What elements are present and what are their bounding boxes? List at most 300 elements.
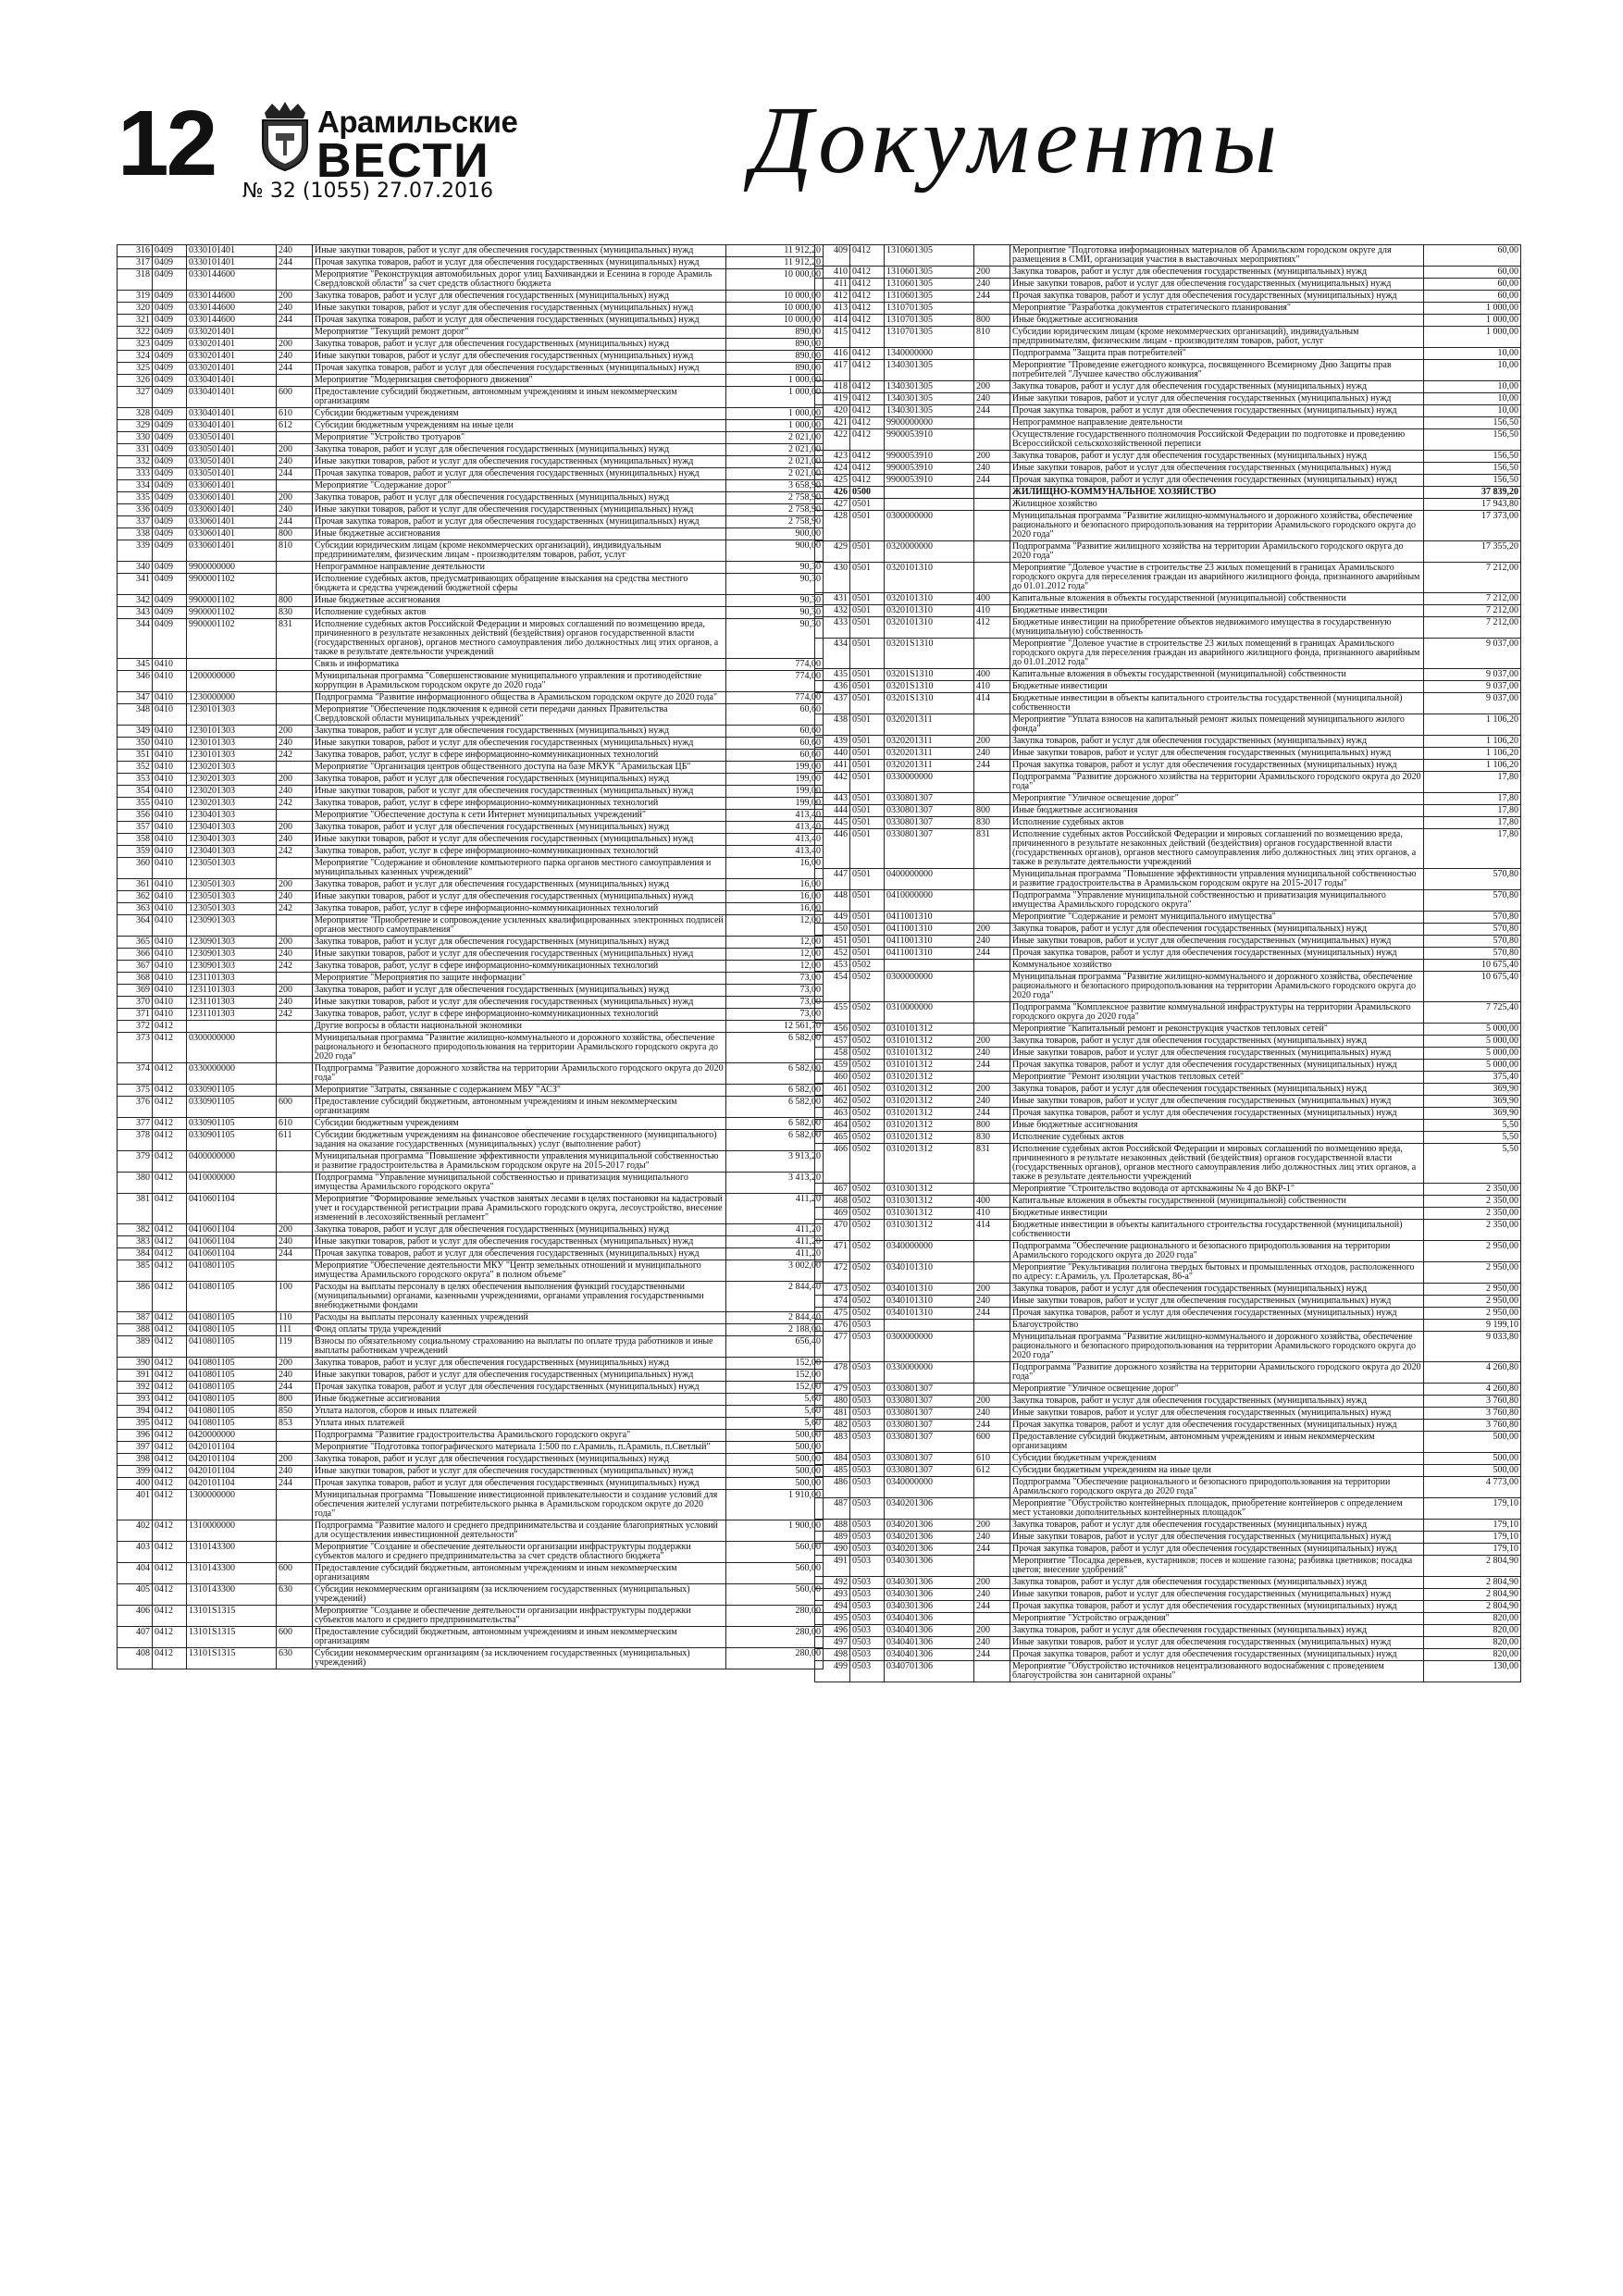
target-code: 0330101401 [187, 245, 277, 257]
row-amount: 5 000,00 [1424, 1036, 1521, 1048]
table-row [815, 869, 1521, 890]
section-code: 0409 [153, 375, 187, 387]
row-description: Закупка товаров, работ, услуг в сфере информационно-коммуникационных технологий [313, 1009, 726, 1021]
row-amount: 156,50 [1424, 417, 1521, 429]
target-code: 0410801105 [187, 1406, 277, 1418]
section-code: 0501 [850, 563, 885, 593]
section-code: 0412 [153, 1382, 187, 1394]
table-row [118, 480, 824, 492]
table-row [118, 846, 824, 858]
section-code: 0501 [850, 681, 885, 693]
row-amount: 3 760,80 [1424, 1396, 1521, 1408]
section-code: 0501 [850, 760, 885, 772]
table-row [118, 516, 824, 528]
row-amount: 2 350,00 [1424, 1196, 1521, 1208]
section-code: 0502 [850, 1084, 885, 1096]
row-amount: 179,10 [1424, 1544, 1521, 1556]
target-code: 0340000000 [885, 1241, 974, 1262]
table-row [118, 351, 824, 363]
row-description: Прочая закупка товаров, работ и услуг для обеспечения государственных (муниципальных) нужд [1010, 1108, 1424, 1120]
expense-type-code [277, 1430, 313, 1442]
expense-type-code: 612 [277, 420, 313, 432]
row-amount: 6 582,00 [726, 1063, 824, 1085]
row-number: 341 [118, 574, 153, 595]
target-code: 0320201311 [885, 760, 974, 772]
row-amount: 6 582,00 [726, 1130, 824, 1151]
expense-type-code: 244 [974, 1108, 1010, 1120]
row-description: Прочая закупка товаров, работ и услуг для обеспечения государственных (муниципальных) нужд [1010, 1420, 1424, 1432]
row-amount: 413,40 [726, 810, 824, 822]
row-amount: 73,00 [726, 985, 824, 997]
row-number: 482 [815, 1420, 850, 1432]
expense-type-code: 244 [974, 1544, 1010, 1556]
row-amount: 570,80 [1424, 869, 1521, 890]
table-row [118, 822, 824, 834]
row-number: 477 [815, 1332, 850, 1362]
row-description: Мероприятие "Обустройство источников нецентрализованного водоснабжения с проведением благоустройства зон санитарной охраны" [1010, 1661, 1424, 1682]
row-description: Исполнение судебных актов [313, 607, 726, 619]
section-code: 0409 [153, 562, 187, 574]
expense-type-code [974, 1332, 1010, 1362]
target-code: 0320201311 [885, 714, 974, 736]
expense-type-code: 244 [974, 1420, 1010, 1432]
row-amount: 16,00 [726, 858, 824, 879]
expense-type-code: 200 [974, 1577, 1010, 1589]
section-code: 0410 [153, 798, 187, 810]
row-number: 383 [118, 1236, 153, 1248]
row-number: 355 [118, 798, 153, 810]
row-number: 378 [118, 1130, 153, 1151]
row-amount: 10 000,00 [726, 291, 824, 303]
row-description: Иные закупки товаров, работ и услуг для обеспечения государственных (муниципальных) нужд [1010, 748, 1424, 760]
expense-type-code: 240 [974, 1532, 1010, 1544]
row-description: Муниципальная программа "Повышение эффективности управления муниципальной собственностью и развитие градостроительства в Арамильском городском округе на 2015-2017 годы" [1010, 869, 1424, 890]
row-amount: 60,00 [1424, 291, 1521, 303]
expense-type-code [974, 1477, 1010, 1498]
row-description: Мероприятие "Формирование земельных участков занятых лесами в целях постановки на кадастровый учет и государственной регистрации права Арамильского городского округа, лесоустройство, внесение изменений в лесохозяйственный регламент" [313, 1194, 726, 1224]
table-row [815, 1060, 1521, 1072]
table-row [118, 810, 824, 822]
table-row [815, 1649, 1521, 1661]
row-description: Субсидии бюджетным учреждениям [313, 408, 726, 420]
row-number: 424 [815, 463, 850, 475]
section-code: 0412 [153, 1442, 187, 1454]
row-description: Иные закупки товаров, работ и услуг для обеспечения государственных (муниципальных) нужд [313, 891, 726, 903]
row-number: 492 [815, 1577, 850, 1589]
target-code: 0340301306 [885, 1589, 974, 1601]
target-code: 1300000000 [187, 1490, 277, 1520]
row-amount: 10,00 [1424, 405, 1521, 417]
section-code: 0412 [153, 1478, 187, 1490]
section-code: 0410 [153, 949, 187, 961]
row-number: 430 [815, 563, 850, 593]
section-code: 0502 [850, 1308, 885, 1320]
row-amount: 413,40 [726, 822, 824, 834]
row-amount: 890,00 [726, 351, 824, 363]
row-amount: 199,00 [726, 762, 824, 774]
target-code: 0330801307 [885, 793, 974, 805]
row-amount: 60,60 [726, 738, 824, 750]
target-code: 1230201303 [187, 798, 277, 810]
table-row [118, 444, 824, 456]
row-description: Прочая закупка товаров, работ и услуг для обеспечения государственных (муниципальных) нужд [1010, 1308, 1424, 1320]
expense-type-code [974, 960, 1010, 972]
row-description: Мероприятие "Мероприятия по защите информации" [313, 973, 726, 985]
target-code: 0410000000 [885, 890, 974, 912]
row-amount: 1 106,20 [1424, 714, 1521, 736]
row-description: Закупка товаров, работ и услуг для обеспечения государственных (муниципальных) нужд [313, 726, 726, 738]
table-row [118, 1282, 824, 1312]
target-code: 0340401306 [885, 1613, 974, 1625]
table-row [815, 1108, 1521, 1120]
row-number: 473 [815, 1284, 850, 1296]
table-row [118, 774, 824, 786]
expense-type-code [974, 639, 1010, 669]
target-code: 0340401306 [885, 1625, 974, 1637]
row-number: 417 [815, 360, 850, 381]
section-code: 0409 [153, 363, 187, 375]
table-row [815, 327, 1521, 348]
table-row [118, 432, 824, 444]
row-number: 401 [118, 1490, 153, 1520]
row-number: 485 [815, 1465, 850, 1477]
target-code: 1340000000 [885, 348, 974, 360]
table-row [815, 1002, 1521, 1024]
row-amount: 2 804,90 [1424, 1601, 1521, 1613]
section-code: 0412 [153, 1130, 187, 1151]
row-description: Мероприятие "Ремонт изоляции участков тепловых сетей" [1010, 1072, 1424, 1084]
row-number: 366 [118, 949, 153, 961]
target-code: 0330401401 [187, 375, 277, 387]
section-code: 0502 [850, 1241, 885, 1262]
section-code: 0409 [153, 420, 187, 432]
row-amount: 1 000,00 [1424, 303, 1521, 315]
row-description: Закупка товаров, работ и услуг для обеспечения государственных (муниципальных) нужд [313, 291, 726, 303]
expense-type-code [974, 1384, 1010, 1396]
row-description: Исполнение судебных актов Российской Федерации и мировых соглашений по возмещению вреда, причиненного в результате незаконных действий (бездействия) органов государственной власти (государственных органов), органов местного самоуправления либо должностных лиц этих органов, а также в результате деятельности учреждений [1010, 1144, 1424, 1184]
table-row [815, 1420, 1521, 1432]
row-description: Бюджетные инвестиции [1010, 605, 1424, 617]
target-code: 0330144600 [187, 315, 277, 327]
section-code: 0412 [153, 1151, 187, 1173]
row-amount: 90,30 [726, 562, 824, 574]
expense-type-code: 240 [974, 1408, 1010, 1420]
table-row [118, 1097, 824, 1118]
row-number: 433 [815, 617, 850, 639]
expense-type-code: 244 [277, 257, 313, 269]
row-number: 497 [815, 1637, 850, 1649]
row-description: Закупка товаров, работ и услуг для обеспечения государственных (муниципальных) нужд [1010, 381, 1424, 393]
row-number: 367 [118, 961, 153, 973]
section-code: 0503 [850, 1625, 885, 1637]
target-code: 0310201312 [885, 1096, 974, 1108]
row-description: Иные бюджетные ассигнования [1010, 1120, 1424, 1132]
expense-type-code: 810 [974, 327, 1010, 348]
section-code: 0503 [850, 1477, 885, 1498]
table-row [118, 726, 824, 738]
row-description: Мероприятие "Рекультивация полигона твердых бытовых и промышленных отходов, расположенного по адресу: г.Арамиль, ул. Пролетарская, 86-а" [1010, 1262, 1424, 1284]
row-number: 467 [815, 1184, 850, 1196]
target-code: 0340201306 [885, 1498, 974, 1520]
expense-type-code [277, 1542, 313, 1563]
target-code: 0420101104 [187, 1454, 277, 1466]
section-code: 0409 [153, 245, 187, 257]
target-code: 1340301305 [885, 405, 974, 417]
row-amount: 4 260,80 [1424, 1384, 1521, 1396]
expense-type-code: 240 [974, 936, 1010, 948]
row-amount: 10,00 [1424, 360, 1521, 381]
row-amount: 280,00 [726, 1648, 824, 1669]
expense-type-code: 240 [974, 463, 1010, 475]
table-row [118, 1648, 824, 1669]
target-code: 0330601401 [187, 516, 277, 528]
target-code: 1230901303 [187, 949, 277, 961]
table-row [815, 1453, 1521, 1465]
target-code: 0330601401 [187, 480, 277, 492]
section-code: 0501 [850, 639, 885, 669]
row-description: Капитальные вложения в объекты государственной (муниципальной) собственности [1010, 669, 1424, 681]
row-number: 427 [815, 499, 850, 511]
row-description: Подпрограмма "Управление муниципальной собственностью и приватизация муниципального имущества Арамильского городского округа" [313, 1173, 726, 1194]
target-code: 1230501303 [187, 891, 277, 903]
table-row [815, 348, 1521, 360]
table-row [118, 468, 824, 480]
row-description: Исполнение судебных актов Российской Федерации и мировых соглашений по возмещению вреда, причиненного в результате незаконных действий (бездействия) органов государственной власти (государственных органов), органов местного самоуправления либо должностных лиц этих органов, а также в результате деятельности учреждений [1010, 829, 1424, 869]
table-row [118, 257, 824, 269]
row-number: 494 [815, 1601, 850, 1613]
section-code: 0501 [850, 829, 885, 869]
expense-type-code: 244 [277, 1478, 313, 1490]
row-description: Закупка товаров, работ и услуг для обеспечения государственных (муниципальных) нужд [1010, 1284, 1424, 1296]
target-code: 0330801307 [885, 1453, 974, 1465]
row-description: Иные закупки товаров, работ и услуг для обеспечения государственных (муниципальных) нужд [313, 303, 726, 315]
row-number: 496 [815, 1625, 850, 1637]
masthead [0, 0, 1623, 242]
table-row [118, 504, 824, 516]
expense-type-code: 240 [277, 834, 313, 846]
expense-type-code: 610 [277, 1118, 313, 1130]
target-code: 0330501401 [187, 468, 277, 480]
table-row [118, 315, 824, 327]
target-code: 0330501401 [187, 432, 277, 444]
expense-type-code: 244 [974, 1601, 1010, 1613]
table-row [118, 937, 824, 949]
row-number: 338 [118, 528, 153, 540]
target-code: 1310601305 [885, 279, 974, 291]
table-row [815, 291, 1521, 303]
row-amount: 90,30 [726, 574, 824, 595]
expense-type-code [974, 1262, 1010, 1284]
target-code [885, 487, 974, 499]
target-code: 03201S1310 [885, 681, 974, 693]
section-code: 0412 [153, 1282, 187, 1312]
expense-type-code: 240 [974, 1589, 1010, 1601]
expense-type-code [974, 541, 1010, 563]
expense-type-code: 240 [974, 1637, 1010, 1649]
table-row [815, 267, 1521, 279]
table-row [815, 279, 1521, 291]
section-code: 0503 [850, 1498, 885, 1520]
row-amount: 60,00 [1424, 279, 1521, 291]
table-row [815, 1262, 1521, 1284]
row-amount: 5,60 [726, 1394, 824, 1406]
section-code: 0412 [153, 1324, 187, 1336]
expense-type-code [277, 1085, 313, 1097]
target-code: 1200000000 [187, 671, 277, 692]
row-amount: 156,50 [1424, 429, 1521, 451]
expense-type-code: 240 [277, 1236, 313, 1248]
row-number: 428 [815, 511, 850, 541]
row-number: 364 [118, 915, 153, 937]
section-code: 0409 [153, 269, 187, 291]
section-code: 0410 [153, 810, 187, 822]
section-code: 0412 [153, 1236, 187, 1248]
row-number: 400 [118, 1478, 153, 1490]
row-amount: 152,00 [726, 1370, 824, 1382]
table-row [118, 762, 824, 774]
row-number: 360 [118, 858, 153, 879]
paper-name-top: Арамильские [317, 105, 518, 139]
table-row [118, 915, 824, 937]
section-code: 0412 [153, 1490, 187, 1520]
target-code: 0411001310 [885, 948, 974, 960]
row-description: Подпрограмма "Управление муниципальной собственностью и приватизация муниципального имущества Арамильского городского округа" [1010, 890, 1424, 912]
row-amount: 199,00 [726, 786, 824, 798]
section-code: 0501 [850, 714, 885, 736]
row-description: Закупка товаров, работ и услуг для обеспечения государственных (муниципальных) нужд [1010, 1036, 1424, 1048]
row-description: Исполнение судебных актов, предусматривающих обращение взыскания на средства местного бюджета и средства учреждений бюджетной сферы [313, 574, 726, 595]
section-code: 0502 [850, 1120, 885, 1132]
row-number: 415 [815, 327, 850, 348]
table-row [815, 1477, 1521, 1498]
row-number: 335 [118, 492, 153, 504]
section-code: 0412 [153, 1336, 187, 1358]
section-code: 0412 [153, 1118, 187, 1130]
table-row [815, 417, 1521, 429]
row-number: 448 [815, 890, 850, 912]
row-number: 333 [118, 468, 153, 480]
row-number: 347 [118, 692, 153, 704]
target-code: 1340301305 [885, 393, 974, 405]
row-number: 336 [118, 504, 153, 516]
row-number: 419 [815, 393, 850, 405]
row-number: 380 [118, 1173, 153, 1194]
row-number: 391 [118, 1370, 153, 1382]
section-code: 0410 [153, 786, 187, 798]
table-row [118, 834, 824, 846]
table-row [118, 858, 824, 879]
section-code: 0502 [850, 1144, 885, 1184]
target-code: 0330901105 [187, 1097, 277, 1118]
row-number: 459 [815, 1060, 850, 1072]
row-amount: 3 658,90 [726, 480, 824, 492]
section-code: 0502 [850, 1002, 885, 1024]
expense-type-code: 200 [277, 1358, 313, 1370]
expense-type-code: 831 [974, 829, 1010, 869]
target-code: 0340701306 [885, 1661, 974, 1682]
expense-type-code [277, 692, 313, 704]
row-amount: 2 758,90 [726, 492, 824, 504]
section-code: 0503 [850, 1637, 885, 1649]
row-number: 463 [815, 1108, 850, 1120]
target-code: 0400000000 [885, 869, 974, 890]
row-amount: 413,40 [726, 834, 824, 846]
section-code: 0410 [153, 762, 187, 774]
section-code: 0409 [153, 574, 187, 595]
row-amount: 10,00 [1424, 381, 1521, 393]
row-amount: 2 758,90 [726, 504, 824, 516]
section-code: 0410 [153, 846, 187, 858]
table-row [815, 451, 1521, 463]
row-amount: 2 188,00 [726, 1324, 824, 1336]
row-number: 491 [815, 1556, 850, 1577]
target-code: 0330201401 [187, 351, 277, 363]
row-description: Иные закупки товаров, работ и услуг для обеспечения государственных (муниципальных) нужд [313, 1236, 726, 1248]
section-code: 0410 [153, 726, 187, 738]
section-code: 0412 [153, 1394, 187, 1406]
section-code: 0502 [850, 1048, 885, 1060]
table-row [118, 1454, 824, 1466]
table-row [118, 786, 824, 798]
row-amount: 570,80 [1424, 936, 1521, 948]
row-number: 489 [815, 1532, 850, 1544]
row-number: 337 [118, 516, 153, 528]
section-code: 0412 [153, 1097, 187, 1118]
row-number: 371 [118, 1009, 153, 1021]
row-description: Прочая закупка товаров, работ и услуг для обеспечения государственных (муниципальных) нужд [313, 363, 726, 375]
table-row [118, 1382, 824, 1394]
row-description: Закупка товаров, работ и услуг для обеспечения государственных (муниципальных) нужд [1010, 1084, 1424, 1096]
row-description: Иные закупки товаров, работ и услуг для обеспечения государственных (муниципальных) нужд [313, 456, 726, 468]
target-code: 0330601401 [187, 492, 277, 504]
target-code: 1231101303 [187, 973, 277, 985]
section-code: 0410 [153, 659, 187, 671]
row-description: Иные закупки товаров, работ и услуг для обеспечения государственных (муниципальных) нужд [313, 949, 726, 961]
row-description: Иные закупки товаров, работ и услуг для обеспечения государственных (муниципальных) нужд [313, 1466, 726, 1478]
row-description: Субсидии бюджетным учреждениям [313, 1118, 726, 1130]
target-code: 13101S1315 [187, 1627, 277, 1648]
table-row [815, 381, 1521, 393]
row-description: Иные закупки товаров, работ и услуг для обеспечения государственных (муниципальных) нужд [313, 245, 726, 257]
row-number: 387 [118, 1312, 153, 1324]
section-code: 0410 [153, 961, 187, 973]
target-code: 0300000000 [885, 511, 974, 541]
table-row [815, 912, 1521, 924]
row-number: 402 [118, 1520, 153, 1542]
row-number: 353 [118, 774, 153, 786]
row-description: Подпрограмма "Обеспечение рационального и безопасного природопользования на территории Арамильского городского округа до 2020 года" [1010, 1241, 1424, 1262]
row-amount: 560,00 [726, 1563, 824, 1584]
row-description: Исполнение судебных актов Российской Федерации и мировых соглашений по возмещению вреда, причиненного в результате незаконных действий (бездействия) органов государственной власти (государственных органов), органов местного самоуправления либо должностных лиц этих органов, а также в результате деятельности учреждений [313, 619, 726, 659]
expense-type-code [277, 659, 313, 671]
row-number: 435 [815, 669, 850, 681]
budget-table-left [117, 244, 824, 1669]
row-amount: 1 000,00 [726, 375, 824, 387]
expense-type-code [974, 714, 1010, 736]
row-amount: 369,90 [1424, 1084, 1521, 1096]
row-description: Жилищное хозяйство [1010, 499, 1424, 511]
section-code: 0503 [850, 1556, 885, 1577]
table-row [118, 1520, 824, 1542]
row-description: Мероприятие "Затраты, связанные с содержанием МБУ "АСЗ" [313, 1085, 726, 1097]
target-code: 0310301312 [885, 1184, 974, 1196]
row-number: 407 [118, 1627, 153, 1648]
row-description: Закупка товаров, работ и услуг для обеспечения государственных (муниципальных) нужд [1010, 451, 1424, 463]
row-amount: 2 950,00 [1424, 1262, 1521, 1284]
table-row [118, 1406, 824, 1418]
expense-type-code [974, 912, 1010, 924]
row-number: 469 [815, 1208, 850, 1220]
